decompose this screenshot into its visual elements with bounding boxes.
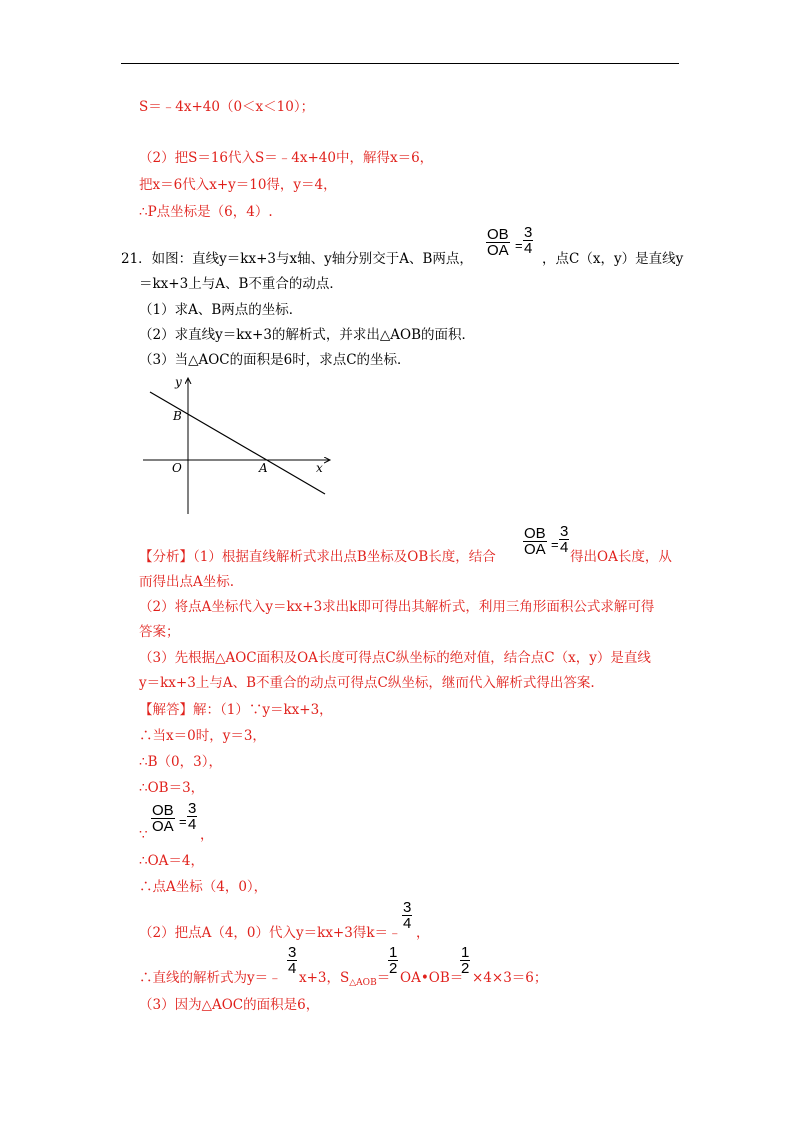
solution-line-1-text: 解：（1）∵y＝kx+3， xyxy=(193,702,333,718)
frac-num: OB xyxy=(524,525,546,542)
frac-val-num: 3 xyxy=(560,523,569,540)
solution-line-7: ∴点A坐标（4，0）， xyxy=(139,879,268,895)
frac-val-num: 3 xyxy=(188,800,197,817)
prev-line-2: （2）把S＝16代入S＝﹣4x+40中，解得x＝6， xyxy=(139,150,434,166)
solution-line-9c: ＝ xyxy=(376,970,391,986)
solution-line-8-comma: ， xyxy=(416,925,430,941)
solution-half-fraction-1 xyxy=(388,945,398,976)
q21-fraction-ob-oa xyxy=(486,227,510,258)
solution-fraction-ob-oa xyxy=(151,803,175,834)
frac-val-den: 4 xyxy=(524,240,533,257)
solution-half-fraction-2 xyxy=(460,945,470,976)
q21-part-3: （3）当△AOC的面积是6时，求点C的坐标． xyxy=(139,352,411,368)
solution-slope-fraction xyxy=(287,945,297,976)
q21-part-1: （1）求A、B两点的坐标． xyxy=(139,302,303,318)
solution-line-9b-text: x+3，S xyxy=(299,970,350,986)
frac-den: OA xyxy=(487,242,509,259)
analysis-line-2: 而得出点A坐标. xyxy=(139,574,235,590)
half-num: 1 xyxy=(461,944,470,961)
frac-val-den: 4 xyxy=(188,816,197,833)
q21-part-2: （2）求直线y＝kx+3的解析式，并求出△AOB的面积． xyxy=(139,327,476,343)
q21-line-1a: 21．如图：直线y＝kx+3与x轴、y轴分别交于A、B两点， xyxy=(121,251,473,267)
frac-val-num: 3 xyxy=(524,224,533,241)
prev-line-3: 把x＝6代入x+y＝10得，y＝4， xyxy=(139,177,337,193)
solution-line-6: ∴OA＝4， xyxy=(139,853,204,869)
analysis-fraction-value xyxy=(559,524,569,555)
solution-label: 【解答】 xyxy=(139,702,193,718)
analysis-line-5: （3）先根据△AOC面积及OA长度可得点C纵坐标的绝对值，结合点C（x，y）是直线 xyxy=(139,650,651,666)
analysis-line-1a: 【分析】（1）根据直线解析式求出点B坐标及OB长度，结合 xyxy=(139,549,496,565)
header-rule xyxy=(121,63,679,64)
analysis-line-3: （2）将点A坐标代入y＝kx+3求出k即可得出其解析式，利用三角形面积公式求解可得 xyxy=(139,599,655,615)
frac-den: OA xyxy=(524,541,546,558)
half-num: 1 xyxy=(389,944,398,961)
y-axis-label: y xyxy=(175,375,182,389)
analysis-frac-eq: = xyxy=(551,537,559,552)
x-axis-label: x xyxy=(316,461,323,475)
point-b-label: B xyxy=(173,409,182,423)
k-frac-num: 3 xyxy=(403,899,412,916)
q21-frac-eq: = xyxy=(515,238,523,253)
k-frac-den: 4 xyxy=(403,915,412,932)
analysis-line-1b: 得出OA长度，从 xyxy=(570,549,672,565)
slope-frac-den: 4 xyxy=(288,960,297,977)
solution-line-9e: ×4×3＝6； xyxy=(472,970,548,986)
analysis-line-4: 答案； xyxy=(139,624,180,640)
solution-fraction-value xyxy=(187,801,197,832)
solution-line-2: ∴当x＝0时，y＝3， xyxy=(139,728,266,744)
frac-num: OB xyxy=(487,226,509,243)
half-den: 2 xyxy=(461,960,470,977)
solution-line-3: ∴B（0，3）， xyxy=(139,754,222,770)
analysis-line-6: y＝kx+3上与A、B不重合的动点可得点C纵坐标，继而代入解析式得出答案. xyxy=(139,675,595,691)
area-subscript: △AOB xyxy=(349,978,377,988)
solution-line-1 xyxy=(139,701,333,719)
q21-fraction-value xyxy=(523,225,533,256)
line-y-kx-3 xyxy=(150,392,325,494)
q21-line-2: ＝kx+3上与A、B不重合的动点． xyxy=(139,276,343,292)
frac-den: OA xyxy=(152,818,174,835)
frac-val-den: 4 xyxy=(560,539,569,556)
solution-line-5-because: ∵ xyxy=(139,827,148,843)
half-den: 2 xyxy=(389,960,398,977)
solution-line-4: ∴OB＝3， xyxy=(139,780,205,796)
q21-line-1b: ，点C（x，y）是直线y xyxy=(542,251,684,267)
solution-k-fraction xyxy=(402,900,412,931)
solution-line-5-comma: ， xyxy=(200,827,214,843)
frac-num: OB xyxy=(152,802,174,819)
point-a-label: A xyxy=(259,461,268,475)
solution-line-9b xyxy=(299,969,390,992)
solution-frac-eq: = xyxy=(179,814,187,829)
prev-line-4: ∴P点坐标是（6，4）. xyxy=(139,204,273,220)
solution-line-10: （3）因为△AOC的面积是6， xyxy=(139,997,320,1013)
analysis-fraction-ob-oa xyxy=(523,526,547,557)
origin-label: O xyxy=(172,461,182,475)
coordinate-graph xyxy=(140,372,340,517)
solution-line-9a: ∴直线的解析式为y＝﹣ xyxy=(139,970,282,986)
solution-line-9d: OA•OB＝ xyxy=(400,970,464,986)
prev-line-1: S＝﹣4x+40（0＜x＜10）； xyxy=(139,99,315,115)
solution-line-8: （2）把点A（4，0）代入y＝kx+3得k＝﹣ xyxy=(139,925,402,941)
slope-frac-num: 3 xyxy=(288,944,297,961)
